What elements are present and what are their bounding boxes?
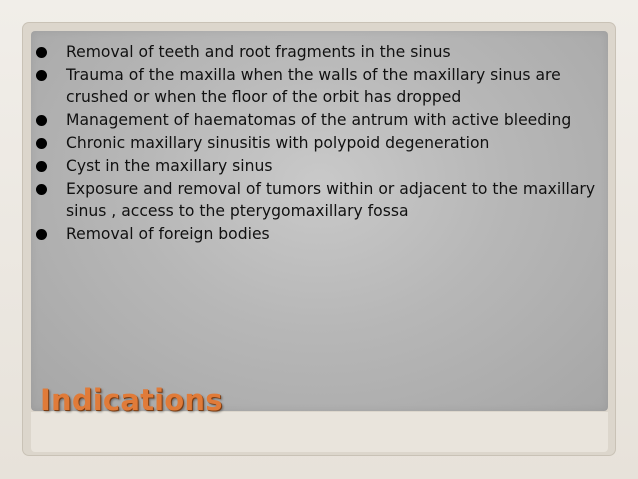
bullet-icon xyxy=(36,229,47,240)
bullet-text: Removal of teeth and root fragments in the sinus xyxy=(66,43,451,61)
bullet-text: Management of haematomas of the antrum with active bleeding xyxy=(66,111,572,129)
bullet-icon xyxy=(36,47,47,58)
bullet-text: Cyst in the maxillary sinus xyxy=(66,157,273,175)
bullet-icon xyxy=(36,161,47,172)
bullet-item xyxy=(36,41,596,63)
bullet-list xyxy=(36,41,596,246)
bullet-icon xyxy=(36,184,47,195)
bullet-item xyxy=(36,109,596,131)
bullet-icon xyxy=(36,138,47,149)
bullet-icon xyxy=(36,115,47,126)
bullet-item xyxy=(36,64,596,108)
bullet-item xyxy=(36,223,596,245)
bullet-text: Exposure and removal of tumors within or adjacent to the maxillary sinus , access to the pterygomaxillary fossa xyxy=(66,180,596,220)
bullet-text: Removal of foreign bodies xyxy=(66,225,270,243)
bullet-item xyxy=(36,132,596,154)
bullet-item xyxy=(36,178,596,222)
bullet-text: Chronic maxillary sinusitis with polypoid degeneration xyxy=(66,134,490,152)
bullet-item xyxy=(36,155,596,177)
bullet-text: Trauma of the maxilla when the walls of the maxillary sinus are crushed or when the floor of the orbit has dropped xyxy=(66,66,561,106)
slide-title: Indications xyxy=(40,383,223,417)
bullet-icon xyxy=(36,70,47,81)
